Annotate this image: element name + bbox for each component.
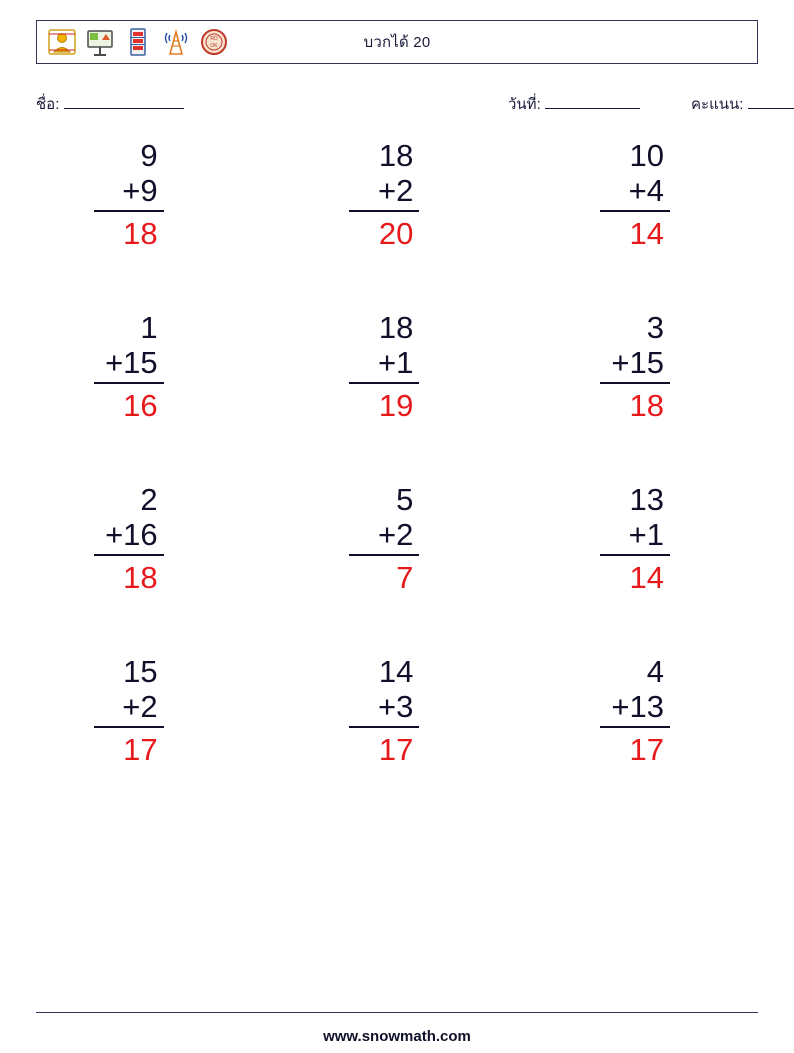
footer-site-link[interactable]: www.snowmath.com xyxy=(323,1028,471,1045)
addend-bottom: +1 xyxy=(349,347,419,384)
svg-text:OK: OK xyxy=(210,43,218,49)
answer-value: 16 xyxy=(123,388,158,423)
worksheet-header xyxy=(36,20,758,64)
svg-text:RD: RD xyxy=(210,36,218,42)
addend-top: 5 xyxy=(396,482,414,517)
problem-stack xyxy=(600,140,670,249)
problem-stack xyxy=(349,656,419,765)
score-field-group xyxy=(691,92,794,116)
addend-bottom: +9 xyxy=(94,175,164,212)
answer-value: 18 xyxy=(123,560,158,595)
student-meta-row xyxy=(36,92,758,114)
addend-bottom: +13 xyxy=(600,691,670,728)
score-label: คะแนน: xyxy=(691,96,744,113)
addend-top: 14 xyxy=(378,654,414,689)
problem-item xyxy=(277,140,518,312)
addend-bottom: +2 xyxy=(349,519,419,556)
problem-item xyxy=(277,484,518,656)
problem-stack xyxy=(349,140,419,249)
problem-stack xyxy=(94,484,164,593)
answer-value: 17 xyxy=(123,732,158,767)
problem-stack xyxy=(349,312,419,421)
problem-stack xyxy=(94,312,164,421)
page-title: บวกได้ 20 xyxy=(363,34,431,51)
problem-item xyxy=(517,140,758,312)
footer-divider xyxy=(36,1012,758,1013)
addend-top: 18 xyxy=(378,138,414,173)
addend-top: 9 xyxy=(140,138,158,173)
date-field-group xyxy=(508,92,640,116)
problem-item xyxy=(277,656,518,828)
problem-item xyxy=(36,656,277,828)
problem-stack xyxy=(94,656,164,765)
problem-stack xyxy=(94,140,164,249)
date-label: วันที่: xyxy=(508,96,541,113)
answer-value: 17 xyxy=(378,732,414,767)
answer-value: 18 xyxy=(629,388,664,423)
name-label: ชื่อ: xyxy=(36,96,60,113)
answer-value: 20 xyxy=(378,216,414,251)
addend-top: 4 xyxy=(646,654,664,689)
answer-value: 7 xyxy=(396,560,414,595)
problem-stack xyxy=(600,312,670,421)
score-input[interactable] xyxy=(748,108,794,109)
problem-item xyxy=(517,484,758,656)
problem-item xyxy=(277,312,518,484)
addend-bottom: +16 xyxy=(94,519,164,556)
problem-grid xyxy=(36,140,758,828)
addend-top: 10 xyxy=(629,138,664,173)
addend-bottom: +15 xyxy=(600,347,670,384)
addend-top: 1 xyxy=(140,310,158,345)
addend-bottom: +1 xyxy=(600,519,670,556)
answer-value: 14 xyxy=(629,560,664,595)
problem-item xyxy=(36,484,277,656)
answer-value: 17 xyxy=(629,732,664,767)
problem-stack xyxy=(600,656,670,765)
answer-value: 18 xyxy=(123,216,158,251)
answer-value: 14 xyxy=(629,216,664,251)
problem-item xyxy=(517,656,758,828)
addend-top: 3 xyxy=(646,310,664,345)
problem-item xyxy=(36,312,277,484)
addend-bottom: +15 xyxy=(94,347,164,384)
date-input[interactable] xyxy=(545,108,640,109)
name-input[interactable] xyxy=(64,108,184,109)
addend-top: 15 xyxy=(123,654,158,689)
addend-bottom: +4 xyxy=(600,175,670,212)
addend-bottom: +2 xyxy=(349,175,419,212)
addend-bottom: +2 xyxy=(94,691,164,728)
addend-top: 13 xyxy=(629,482,664,517)
problem-stack xyxy=(600,484,670,593)
addend-top: 18 xyxy=(378,310,414,345)
problem-stack xyxy=(349,484,419,593)
name-field-group xyxy=(36,92,184,116)
problem-item xyxy=(36,140,277,312)
answer-value: 19 xyxy=(378,388,414,423)
problem-item xyxy=(517,312,758,484)
addend-top: 2 xyxy=(140,482,158,517)
addend-bottom: +3 xyxy=(349,691,419,728)
